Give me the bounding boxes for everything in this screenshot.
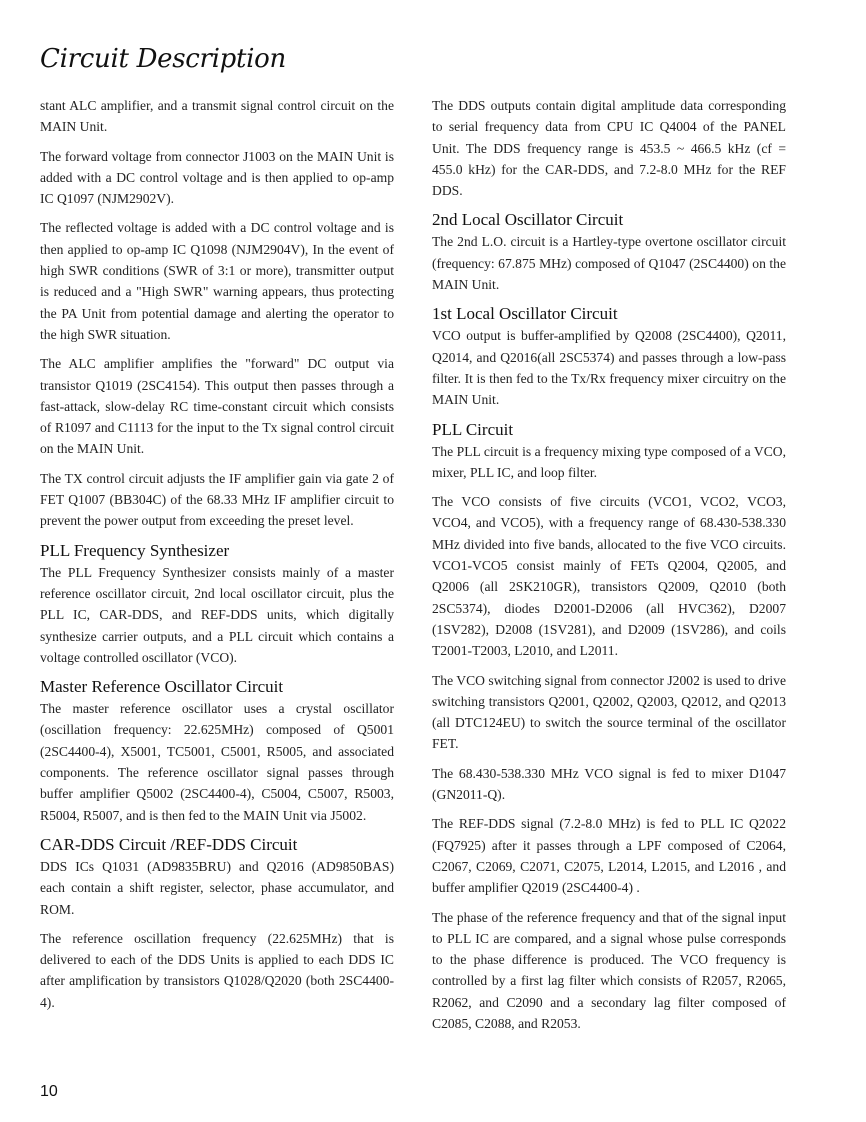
section-heading-pll-circuit: PLL Circuit (432, 419, 514, 439)
section-heading-1st-local-oscillator: 1st Local Oscillator Circuit (432, 304, 618, 324)
paragraph: The REF-DDS signal (7.2-8.0 MHz) is fed to PLL IC Q2022 (FQ7925) after it passes through a LPF composed of C2064, C2067, C2069, C2071, C2075, L2014, L2015, and L2016 , and buffer amplifier Q2019 (2SC4400-4) . (432, 816, 786, 896)
paragraph: The DDS outputs contain digital amplitude data corresponding to serial frequency data from CPU IC Q4004 of the PANEL Unit. The DDS frequency range is 453.5 ~ 466.5 kHz (cf = 455.0 kHz) for the CAR-DDS, and 7.2-8.0 MHz for the REF DDS. (432, 98, 786, 199)
paragraph: The forward voltage from connector J1003 on the MAIN Unit is added with a DC control voltage and is then applied to op-amp IC Q1097 (NJM2902V). (40, 148, 394, 207)
paragraph: The PLL circuit is a frequency mixing type composed of a VCO, mixer, PLL IC, and loop filter. (432, 443, 786, 480)
paragraph: The VCO consists of five circuits (VCO1, VCO2, VCO3, VCO4, and VCO5), with a frequency range of 68.430-538.330 MHz divided into five bands, allocated to the five VCO circuits. VCO1-VCO5 consist mainly of FETs Q2004, Q2005, and Q2006 (all 2SK210GR), transistors Q2009, Q2010 (both 2SC5374), diodes D2001-D2006 (all HVC362), D2007 (1SV282), D2008 (1SV281), and D2009 (1SV286), and coils T2001-T2003, L2010, and L2011. (432, 494, 786, 659)
paragraph: The TX control circuit adjusts the IF amplifier gain via gate 2 of FET Q1007 (BB304C) of the 68.33 MHz IF amplifier circuit to prevent the power output from exceeding the preset level. (40, 470, 394, 529)
section-heading-master-reference-oscillator: Master Reference Oscillator Circuit (40, 677, 284, 697)
paragraph: The PLL Frequency Synthesizer consists mainly of a master reference oscillator circuit, 2nd local oscillator circuit, plus the PLL IC, CAR-DDS, and REF-DDS units, which digitally synthesize carrier outputs, and a PLL circuit which contains a voltage controlled oscillator (VCO). (40, 564, 394, 665)
left-column (40, 95, 394, 1021)
page-title: Circuit Description (40, 44, 286, 74)
right-column (432, 95, 786, 1042)
section-heading-pll-frequency-synthesizer: PLL Frequency Synthesizer (40, 540, 230, 560)
paragraph: The 68.430-538.330 MHz VCO signal is fed to mixer D1047 (GN2011-Q). (432, 765, 786, 803)
page-number: 10 (40, 1083, 58, 1100)
paragraph: The 2nd L.O. circuit is a Hartley-type overtone oscillator circuit (frequency: 67.875 MHz) composed of Q1047 (2SC4400) on the MAIN Unit. (432, 234, 786, 293)
paragraph: The ALC amplifier amplifies the "forward" DC output via transistor Q1019 (2SC4154). This output then passes through a fast-attack, slow-delay RC time-constant circuit which consists of R1097 and C1113 for the input to the Tx signal control circuit on the MAIN Unit. (40, 356, 394, 457)
paragraph: DDS ICs Q1031 (AD9835BRU) and Q2016 (AD9850BAS) each contain a shift register, selector, phase accumulator, and ROM. (40, 858, 394, 917)
paragraph: VCO output is buffer-amplified by Q2008 (2SC4400), Q2011, Q2014, and Q2016(all 2SC5374) and passes through a low-pass filter. It is then fed to the Tx/Rx frequency mixer circuitry on the MAIN Unit. (432, 328, 786, 408)
paragraph: The phase of the reference frequency and that of the signal input to PLL IC are compared, and a signal whose pulse corresponds to the phase difference is produced. The VCO frequency is controlled by a first lag filter which consists of R2057, R2065, R2062, and C2090 and a secondary lag filter composed of C2085, C2088, and R2053. (432, 909, 786, 1031)
section-heading-2nd-local-oscillator: 2nd Local Oscillator Circuit (432, 210, 624, 230)
paragraph: The reflected voltage is added with a DC control voltage and is then applied to op-amp IC Q1098 (NJM2904V), In the event of high SWR conditions (SWR of 3:1 or more), transmitter output is reduced and a "High SWR" warning appears, thus protecting the PA Unit from potential damage and alerting the operator to the high SWR situation. (40, 220, 394, 342)
paragraph: The master reference oscillator uses a crystal oscillator (oscillation frequency: 22.625MHz) composed of Q5001 (2SC4400-4), X5001, TC5001, C5001, R5005, and associated components. The reference oscillator signal passes through buffer amplifier Q5002 (2SC4400-4), C5004, C5007, R5003, R5004, R5007, and is then fed to the MAIN Unit via J5002. (40, 701, 394, 823)
paragraph: The reference oscillation frequency (22.625MHz) that is delivered to each of the DDS Units is applied to each DDS IC after amplification by transistors Q1028/Q2020 (both 2SC4400-4). (40, 930, 394, 1010)
paragraph: The VCO switching signal from connector J2002 is used to drive switching transistors Q2001, Q2002, Q2003, Q2012, and Q2013 (all DTC124EU) to switch the source terminal of the oscillator FET. (432, 672, 786, 752)
section-heading-car-ref-dds: CAR-DDS Circuit /REF-DDS Circuit (40, 834, 298, 854)
paragraph: stant ALC amplifier, and a transmit signal control circuit on the MAIN Unit. (40, 98, 394, 135)
